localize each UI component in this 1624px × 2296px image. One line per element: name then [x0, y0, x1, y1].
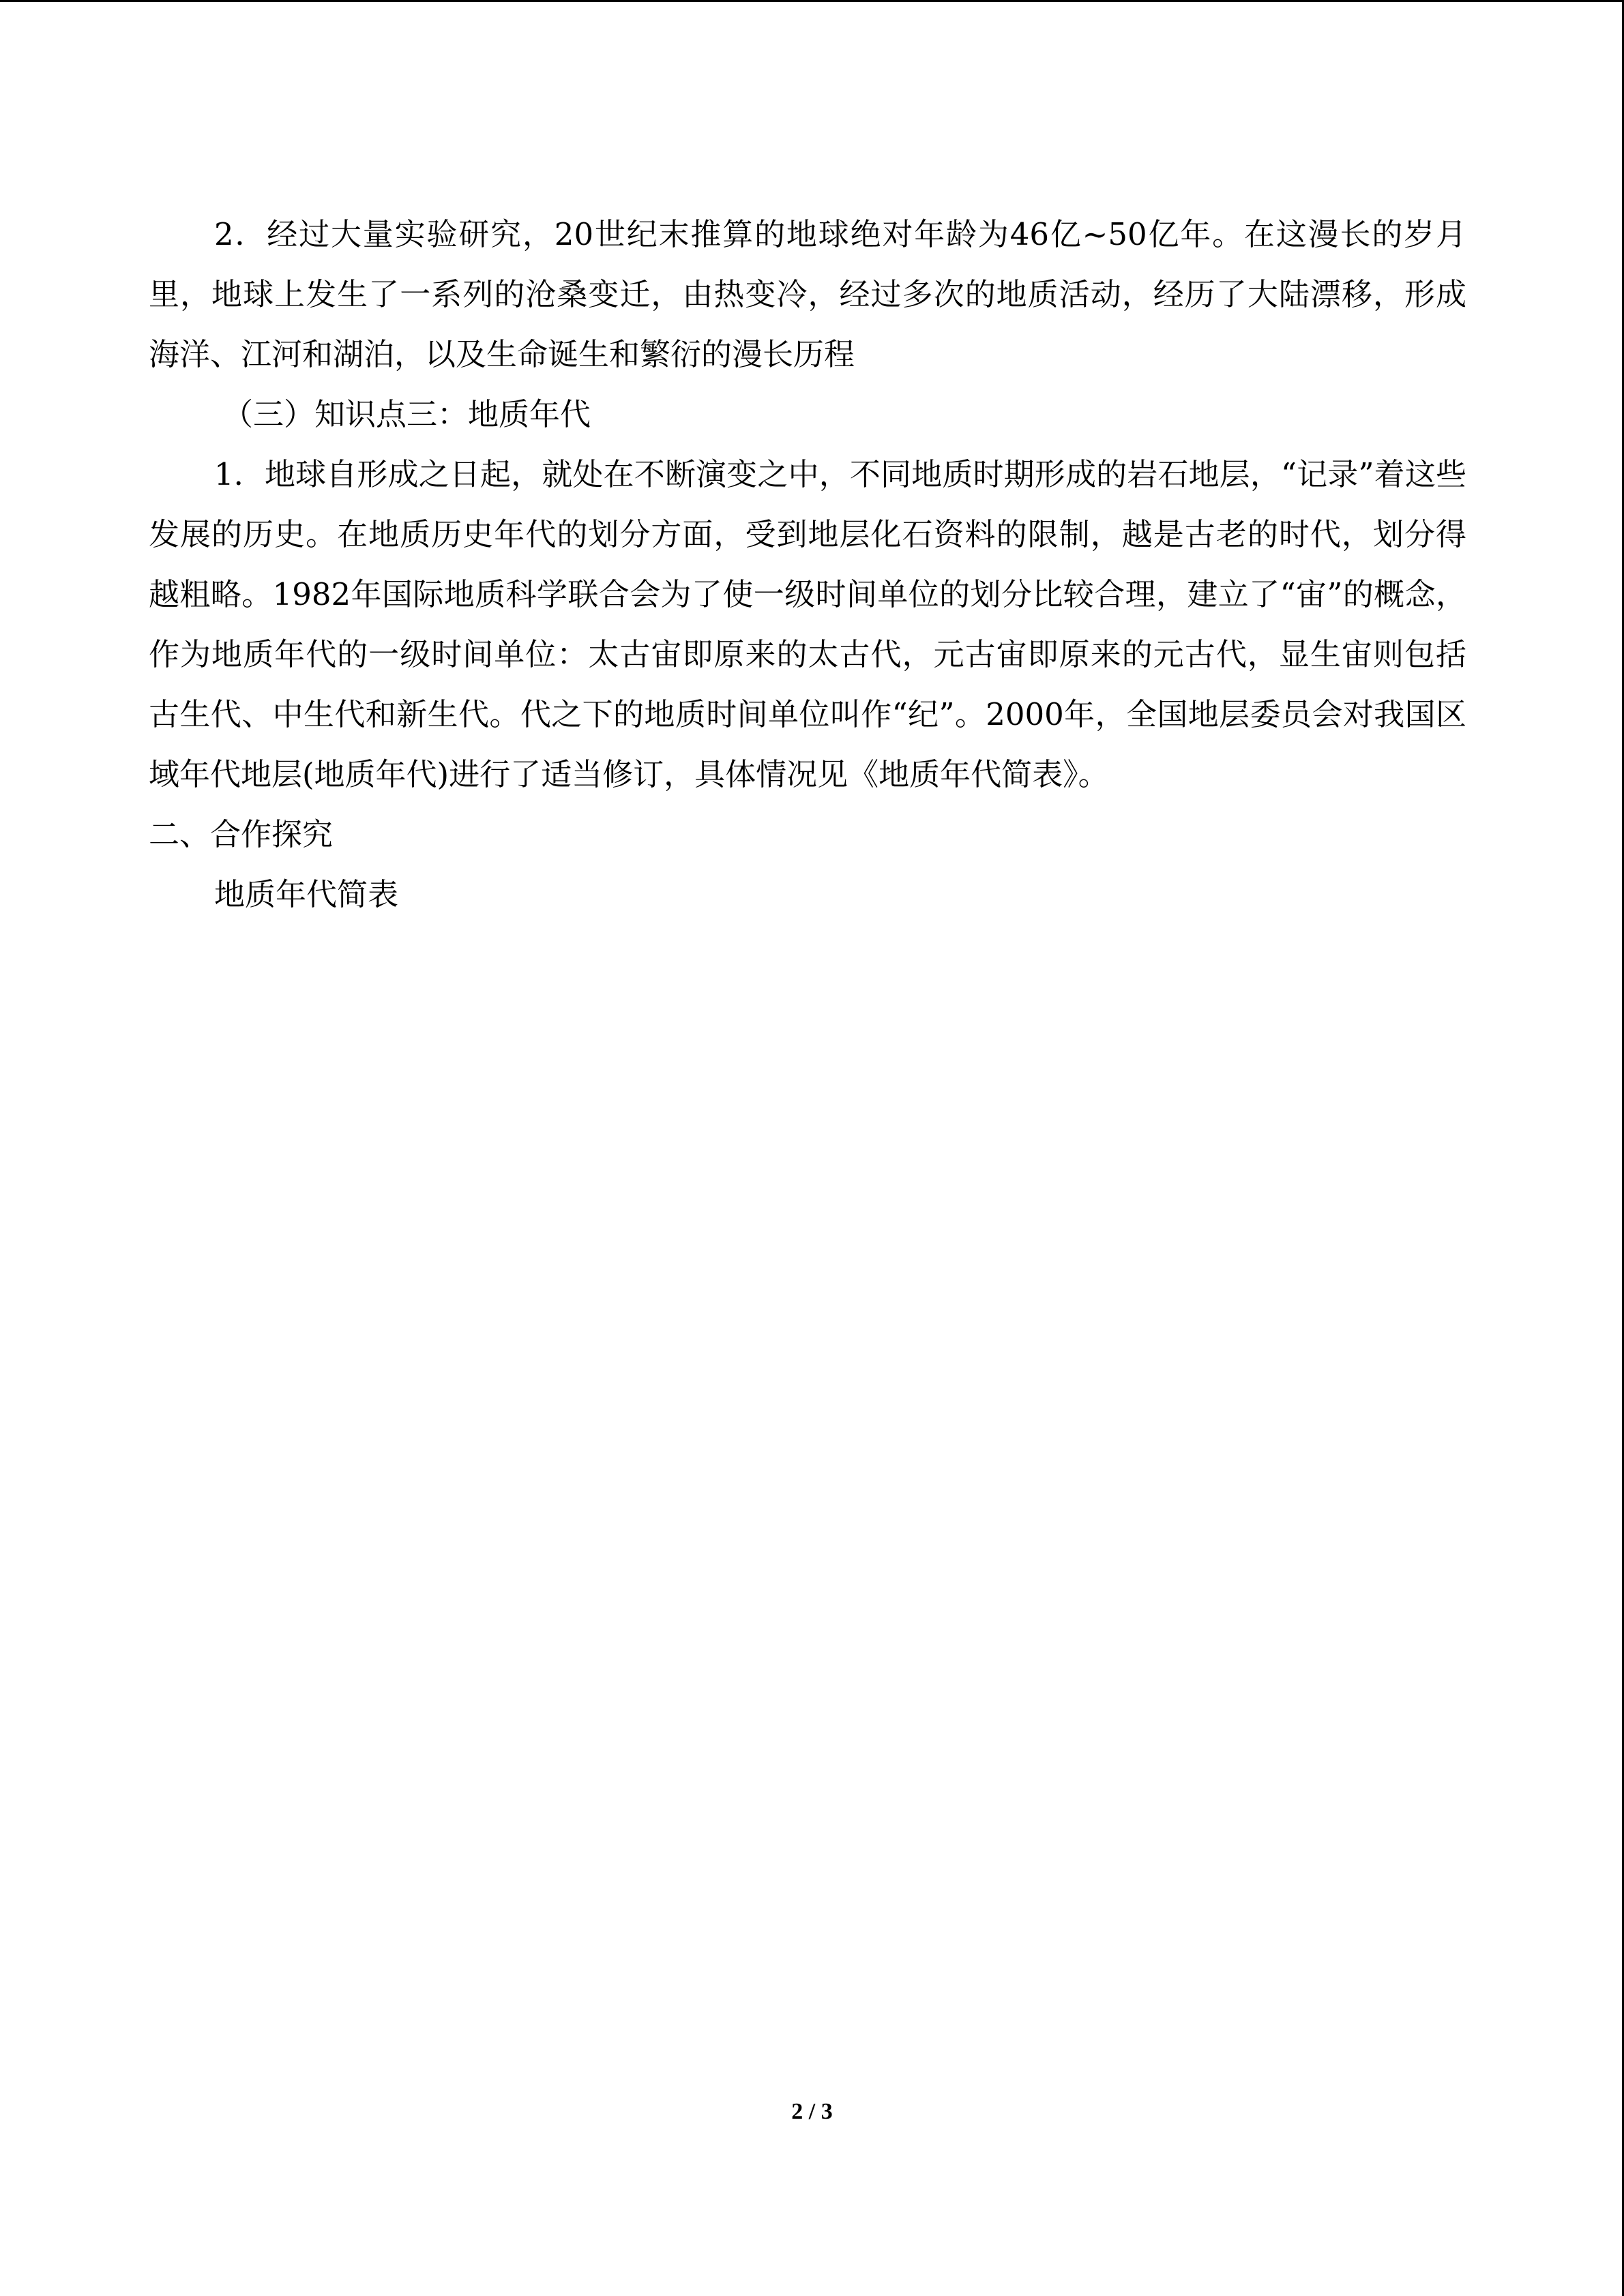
section-heading-geologic-time: （三）知识点三：地质年代 — [222, 396, 591, 432]
part-heading-cooperative-inquiry: 二、合作探究 — [149, 816, 334, 852]
table-caption-geologic-time-scale: 地质年代简表 — [214, 876, 399, 912]
document-body — [149, 205, 1466, 925]
page-number: 2 / 3 — [791, 2099, 833, 2124]
paragraph-geologic-time: 1．地球自形成之日起，就处在不断演变之中，不同地质时期形成的岩石地层，“记录”着这些发展的历史。在地质历史年代的划分方面，受到地层化石资料的限制，越是古老的时代，划分得越粗略。1982年国际地质科学联合会为了使一级时间单位的划分比较合理，建立了“宙”的概念，作为地质年代的一级时间单位：太古宙即原来的太古代，元古宙即原来的元古代，显生宙则包括古生代、中生代和新生代。代之下的地质时间单位叫作“纪”。2000年，全国地层委员会对我国区域年代地层(地质年代)进行了适当修订，具体情况见《地质年代简表》。 — [149, 456, 1466, 792]
paragraph-earth-age: 2．经过大量实验研究，20世纪末推算的地球绝对年龄为46亿~50亿年。在这漫长的岁月里，地球上发生了一系列的沧桑变迁，由热变冷，经过多次的地质活动，经历了大陆漂移，形成海洋、江河和湖泊，以及生命诞生和繁衍的漫长历程 — [149, 216, 1466, 372]
